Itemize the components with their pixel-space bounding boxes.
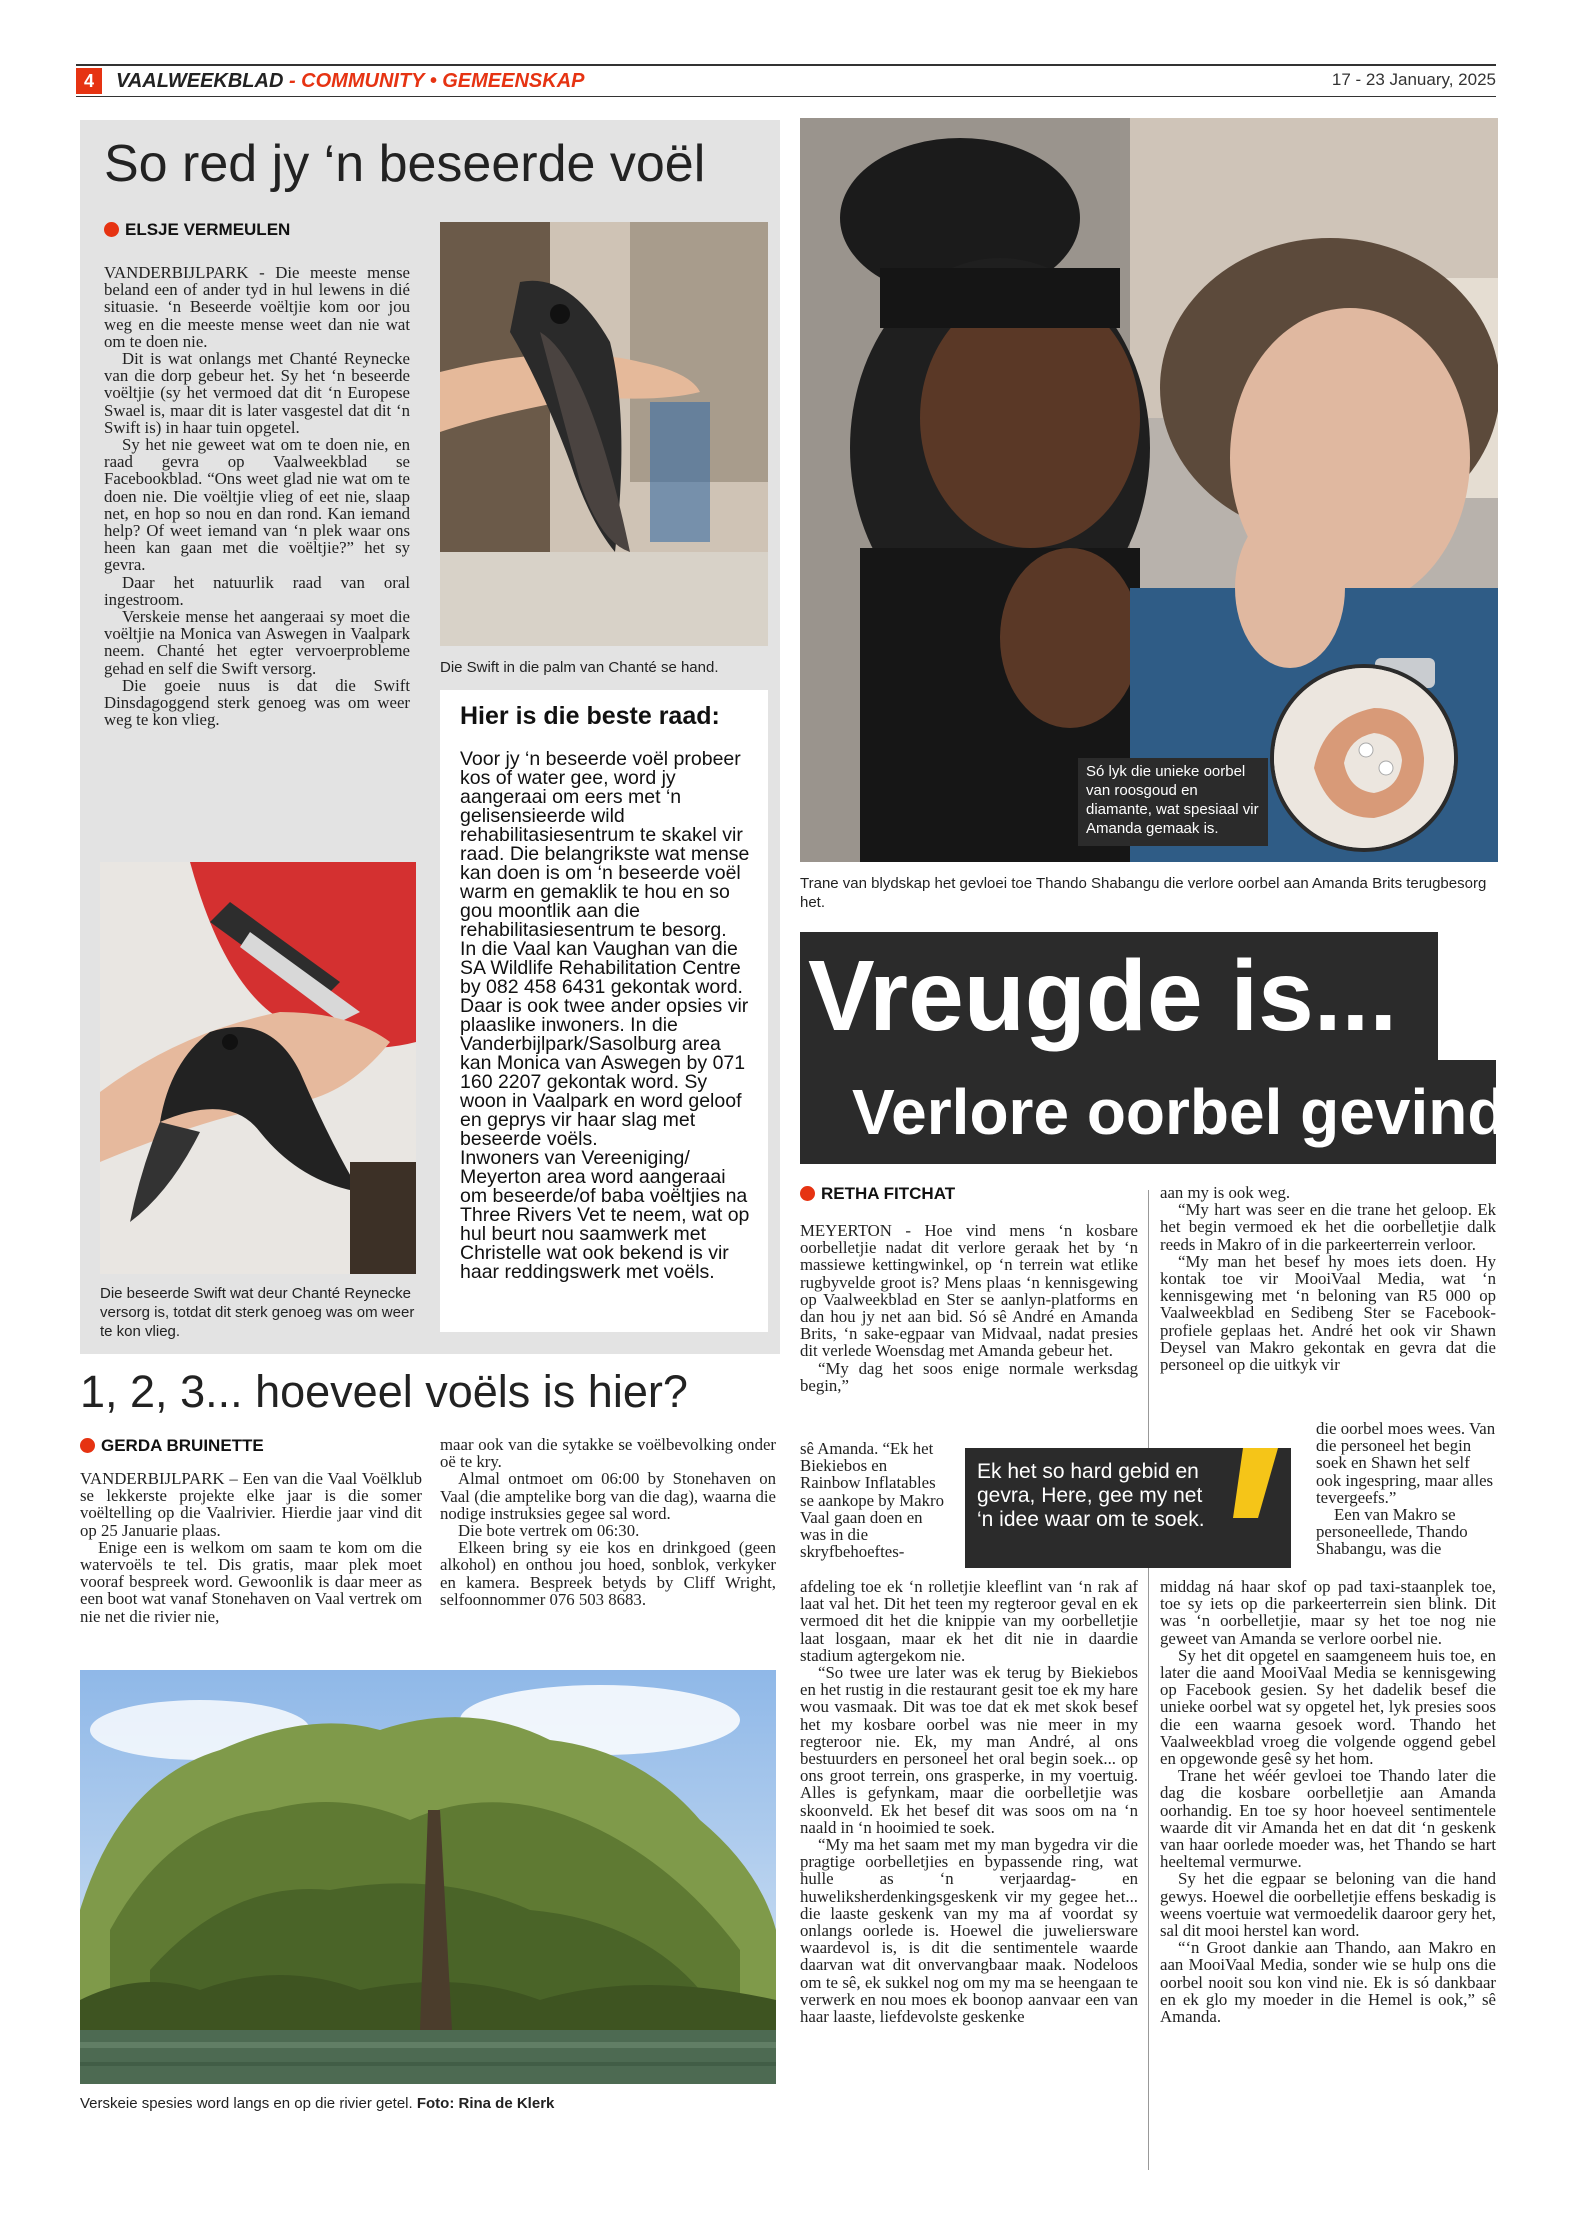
article2-col1	[80, 1470, 422, 1625]
thando-amanda-caption: Trane van blydskap het gevloei toe Thando Shabangu die verlore oorbel aan Amanda Brits terugbesorg het.	[800, 875, 1487, 911]
article3-paragraph: Sy het die egpaar se beloning van die hand gewys. Hoewel die oorbelletjie effens beskadig is weens voertuie wat vermoedelik daaroor gery het, sal dit mooi herstel kan word.	[1160, 1869, 1496, 1941]
article3-headline-sub: Verlore oorbel gevind	[800, 1060, 1496, 1164]
pull-quote-text: Ek het so hard gebid en gevra, Here, gee my net ‘n idee waar om te soek.	[977, 1460, 1205, 1531]
article1-paragraph: Verskeie mense het aangeraai sy moet die voëltjie na Monica van Aswegen in Vaalpark neem. Chanté het egter vervoerprobleme gehad en self die Swift versorg.	[104, 607, 410, 678]
article1-body	[104, 264, 410, 728]
article3-paragraph: Een van Makro se personeellede, Thando Shabangu, was die	[1316, 1505, 1468, 1559]
article2-paragraph: Almal ontmoet om 06:00 by Stonehaven on Vaal (die amptelike borg van die dag), waarna die nodige instruksies gegee sal word.	[440, 1469, 776, 1523]
article3-byline	[800, 1184, 955, 1204]
article1-paragraph: VANDERBIJLPARK - Die meeste mense beland een of ander tyd in hul lewens in dié situasie. ‘n Beseerde voëltjie kom oor jou weg en die meeste mense weet dan nie wat om te doen nie.	[104, 263, 410, 351]
article3-headline-main: Vreugde is...	[800, 932, 1438, 1060]
article1-author: ELSJE VERMEULEN	[125, 220, 291, 239]
swift-in-palm-caption: Die Swift in die palm van Chanté se hand.	[440, 659, 719, 676]
article2-paragraph: VANDERBIJLPARK – Een van die Vaal Voëlklub se lekkerste projekte elke jaar is die somer voëltelling op die Vaalrivier. Hierdie jaar vind dit op 25 Januarie plaas.	[80, 1469, 422, 1540]
earring-inset-photo	[1270, 664, 1458, 852]
paper-name: VAALWEEKBLAD	[116, 70, 284, 92]
article3-paragraph: middag ná haar skof op pad taxi-staanplek toe, toe sy iets op die parkeerterrein sien blink. Dit was ‘n oorbelletjie, maar sy het toe nog nie geweet van Amanda se verlore oorbel nie.	[1160, 1577, 1496, 1648]
article3-paragraph: “My man het besef hy moes iets doen. Hy kontak toe vir MooiVaal Media, wat ‘n kennisgewing met ‘n beloning van R5 000 op Vaalweekblad en Sedibeng Ster se Facebook-profiele geplaas het. André het ook vir Shawn Deysel van Makro gekontak en gevra dat die personeel op die uitkyk vir	[1160, 1251, 1496, 1375]
article3-col2-bottom	[1160, 1578, 1496, 2025]
article3-paragraph: sê Amanda. “Ek het Biekiebos en Rainbow Inflatables se aankope by Makro Vaal gaan doen en was in die skryfbehoeftes-	[800, 1439, 944, 1562]
article3-paragraph: Trane het wéér gevloei toe Thando later die dag die kosbare oorbelletjie aan Amanda oorhandig. En toe sy hoor hoeveel sentimentele waarde dit vir Amanda het en dat dit ‘n geskenk van haar oorlede moeder was, het Thando se hart heeltemal vermurwe.	[1160, 1766, 1496, 1872]
advice-body	[460, 750, 756, 1282]
advice-paragraph: Inwoners van Vereeniging/ Meyerton area word aangeraai om beseerde/of baba voëltjies na Three Rivers Vet te neem, wat op hul beurt nou saamwerk met Christelle wat ook bekend is vir haar reddingswerk met voëls.	[460, 1147, 750, 1283]
byline-dot-icon	[80, 1438, 95, 1453]
article2-paragraph: Enige een is welkom om saam te kom om die watervoëls te tel. Dis gratis, maar plek moet vooraf bespreek word. Gewoonlik is daar meer as een boot wat vanaf Stonehaven on Vaal vertrek om nie net die rivier nie,	[80, 1537, 422, 1626]
section-name: - COMMUNITY • GEMEENSKAP	[283, 70, 585, 92]
article1-paragraph: Daar het natuurlik raad van oral ingestroom.	[104, 572, 410, 609]
article3-paragraph: “My dag het soos enige normale werksdag begin,”	[800, 1358, 1138, 1395]
article3-author: RETHA FITCHAT	[821, 1184, 956, 1203]
column-rule	[1148, 1190, 1149, 2170]
article1-paragraph: Dit is wat onlangs met Chanté Reynecke van die dorp gebeur het. Sy het ‘n beseerde voëltjie (sy het vermoed dat dit ‘n Europese Swael is, maar dit is later vasgestel dat dit ‘n Swift is) in haar tuin opgetel.	[104, 349, 410, 437]
article3-paragraph: MEYERTON - Hoe vind mens ‘n kosbare oorbelletjie nadat dit verlore geraak het by ‘n massiewe kettingwinkel, op ‘n terrein wat etlike rugbyvelde groot is? Mens plaas ‘n kennisgewing op Vaalweekblad en Ster se aanlyn-platforms en dan hou jy net aan bid. Só sê André en Amanda Brits, ‘n sake-egpaar van Midvaal, nadat presies dit verlede Woensdag met Amanda gebeur het.	[800, 1221, 1138, 1361]
advice-title: Hier is die beste raad:	[460, 702, 720, 730]
header-rule-bottom	[76, 96, 1496, 97]
byline-dot-icon	[104, 222, 119, 237]
article1-headline: So red jy ‘n beseerde voël	[104, 135, 706, 193]
article3-paragraph: “So twee ure later was ek terug by Biekiebos en het rustig in die restaurant gesit toe ek my hare wou vasmaak. Dit was toe dat ek met skok besef het my kosbare oorbel was nie meer in my regteroor nie. Ek, my man André, al ons bestuurders en personeel het oral begin soek... op ons groot terrein, ons grasperke, in my voertuig. Alles is gefynkam, maar die oorbelletjie was skoonveld. Ek het besef dit was soos om na ‘n naald in ‘n hooimied te soek.	[800, 1663, 1138, 1837]
article2-author: GERDA BRUINETTE	[101, 1436, 264, 1455]
article3-col2-top	[1160, 1184, 1496, 1373]
river-photo-credit: Foto: Rina de Klerk	[416, 2095, 555, 2112]
river-trees-photo	[80, 1670, 776, 2084]
article3-col1-narrow	[800, 1440, 950, 1560]
article2-headline: 1, 2, 3... hoeveel voëls is hier?	[80, 1366, 688, 1417]
article3-paragraph: Sy het dit opgetel en saamgeneem huis toe, en later die aand MooiVaal Media se kennisgewing op Facebook gesien. Sy het dadelik besef die unieke oorbel wat sy opgetel het, lyk presies soos die een waarna gesoek word. Thando het Vaalweekblad vroeg die volgende oggend gebel en opgewonde gesê sy het hom.	[1160, 1645, 1496, 1769]
quote-mark-icon	[1223, 1448, 1283, 1568]
article2-paragraph: Die bote vertrek om 06:30.	[458, 1521, 640, 1541]
advice-paragraph: Voor jy ‘n beseerde voël probeer kos of water gee, word jy aangeraai om eers met ‘n gelisensieerde wild rehabilitasiesentrum te skakel vir raad. Die belangrikste wat mense kan doen is om ‘n beseerde voël warm en gemaklik te hou en so gou moontlik aan die rehabilitasiesentrum te besorg.	[460, 748, 750, 941]
swift-cared-caption: Die beseerde Swift wat deur Chanté Reynecke versorg is, totdat dit sterk genoeg was om weer te kon vlieg.	[100, 1285, 415, 1340]
header-title	[116, 70, 585, 93]
river-caption-text: Verskeie spesies word langs en op die rivier getel.	[80, 2095, 413, 2112]
article3-paragraph: die oorbel moes wees. Van die personeel het begin soek en Shawn het self ook ingespring, maar alles tevergeefs.”	[1316, 1419, 1496, 1507]
article3-paragraph: “‘n Groot dankie aan Thando, aan Makro en aan MooiVaal Media, sonder wie se hulp ons die oorbel nooit sou kon vind nie. Ek is só dankbaar en ek glo my moeder in die Hemel is ook,” sê Amanda.	[1160, 1938, 1496, 2027]
article3-col1-top	[800, 1222, 1138, 1394]
article3-paragraph: “My hart was seer en die trane het geloop. Ek het begin vermoed ek het die oorbelletjie dalk reeds in Makro of in die parkeerterrein verloor.	[1160, 1200, 1496, 1254]
article1-paragraph: Sy het nie geweet wat om te doen nie, en raad gevra op Vaalweekblad se Facebookblad. “Ons weet glad nie wat om te doen nie. Die voëltjie vlieg of eet nie, slaap net, en hop so nou en dan rond. Kan iemand help? Of weet iemand van ‘n plek waar ons heen kan gaan met die voëltjie?” het sy gevra.	[104, 435, 410, 575]
advice-box	[440, 690, 768, 1332]
swift-in-palm-photo	[440, 222, 768, 646]
byline-dot-icon	[800, 1186, 815, 1201]
advice-paragraph: In die Vaal kan Vaughan van die SA Wildlife Rehabilitation Centre by 082 458 6431 gekontak word. Daar is ook twee ander opsies vir plaaslike inwoners. In die Vanderbijlpark/Sasolburg area kan Monica van Aswegen by 071 160 2207 gekontak word. Sy woon in Vaalpark en word geloof en geprys vir haar slag met beseerde voëls.	[460, 938, 749, 1150]
river-photo-caption	[80, 2094, 776, 2113]
earring-inset-caption: Só lyk die unieke oorbel van roosgoud en diamante, wat spesiaal vir Amanda gemaak is.	[1078, 758, 1268, 846]
article2-byline	[80, 1436, 264, 1456]
article1-paragraph: Die goeie nuus is dat die Swift Dinsdagoggend sterk genoeg was om weer weg te kon vlieg.	[104, 675, 410, 730]
swift-cared-photo	[100, 862, 416, 1274]
article2-col2	[440, 1436, 776, 1608]
pull-quote	[965, 1448, 1291, 1568]
article2-paragraph: maar ook van die sytakke se voëlbevolking onder oë te kry.	[440, 1435, 776, 1472]
page-number: 4	[76, 68, 102, 94]
article3-paragraph: “My ma het saam met my man bygedra vir die pragtige oorbelletjies en bypassende ring, wat hulle as ‘n verjaardag- en huweliksherdenkingsgeskenk vir my gegee het... die laaste geskenk van my ma af voordat sy onlangs oorlede is. Hoewel die juweliersware waardevol is, is dit die sentimentele waarde daarvan wat dit onvervangbaar maak. Nodeloos om te sê, ek sukkel nog om my ma se heengaan te verwerk en nou moes ek boonop aanvaar een van haar laaste, liefdevolste geskenke	[800, 1835, 1138, 2027]
article3-col2-narrow	[1316, 1420, 1496, 1558]
header-rule-top	[76, 64, 1496, 66]
article1-byline	[104, 220, 290, 240]
issue-date: 17 - 23 January, 2025	[1331, 70, 1496, 89]
article3-paragraph: afdeling toe ek ‘n rolletjie kleeflint van ‘n rak af laat val het. Dit het teen my regteroor geval en ek vermoed dit het die knippie van my oorbelletjie laat losgaan, maar ek het dit nie in daardie stadium agtergekom nie.	[800, 1577, 1138, 1665]
article2-paragraph: Elkeen bring sy eie kos en drinkgoed (geen alkohol) en onthou jou hoed, sonblok, verkyker en kamera. Bespreek betyds by Cliff Wright, selfoonnommer 076 503 8683.	[440, 1538, 776, 1609]
article3-col1-bottom	[800, 1578, 1138, 2025]
article3-paragraph: aan my is ook weg.	[1160, 1183, 1291, 1202]
